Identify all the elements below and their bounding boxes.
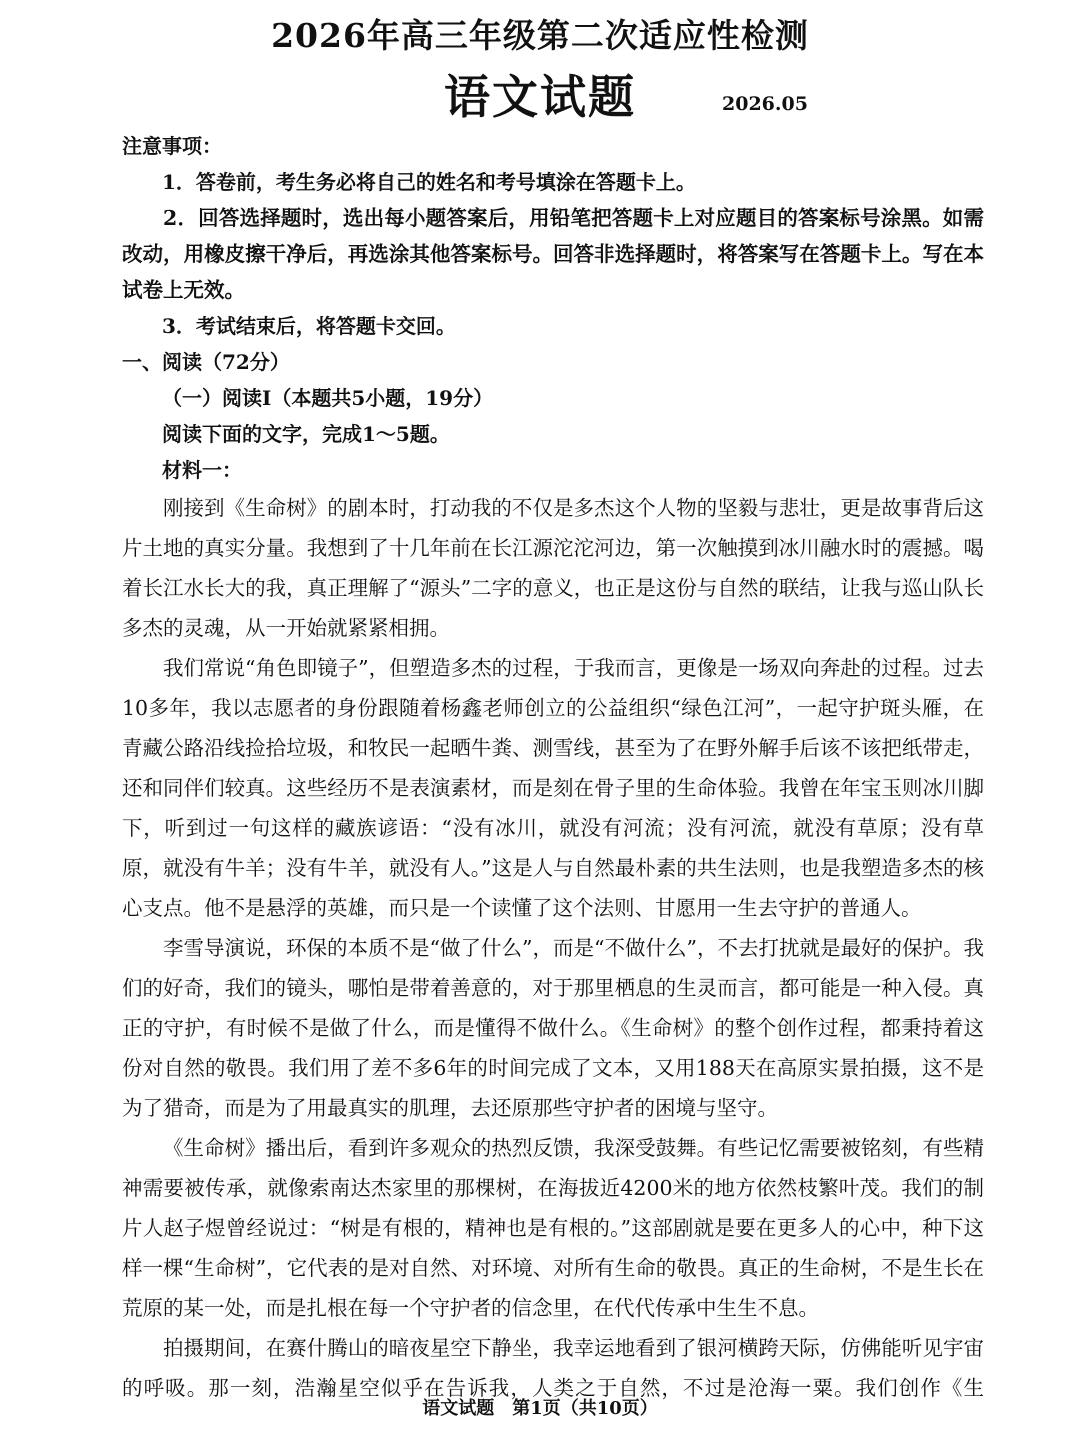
paragraph-2: 我们常说“角色即镜子”，但塑造多杰的过程，于我而言，更像是一场双向奔赴的过程。过去10多年，我以志愿者的身份跟随着杨鑫老师创立的公益组织“绿色江河”，一起守护斑头雁，在青藏公路沿线捡拾垃圾，和牧民一起晒牛粪、测雪线，甚至为了在野外解手后该不该把纸带走，还和同伴们较真。这些经历不是表演素材，而是刻在骨子里的生命体验。我曾在年宝玉则冰川脚下，听到过一句这样的藏族谚语：“没有冰川，就没有河流；没有河流，就没有草原；没有草原，就没有牛羊；没有牛羊，就没有人。”这是人与自然最朴素的共生法则，也是我塑造多杰的核心支点。他不是悬浮的英雄，而只是一个读懂了这个法则、甘愿用一生去守护的普通人。 (122, 656, 984, 920)
subject-title: 语文试题 (444, 70, 636, 124)
paragraph-4: 《生命树》播出后，看到许多观众的热烈反馈，我深受鼓舞。有些记忆需要被铭刻，有些精神需要被传承，就像索南达杰家里的那棵树，在海拔近4200米的地方依然枝繁叶茂。我们的制片人赵子煜曾经说过：“树是有根的，精神也是有根的。”这部剧就是要在更多人的心中，种下这样一棵“生命树”，它代表的是对自然、对环境、对所有生命的敬畏。真正的生命树，不是生长在荒原的某一处，而是扎根在每一个守护者的信念里，在代代传承中生生不息。 (122, 1136, 984, 1320)
material-title: 材料一： (162, 458, 242, 482)
page-content (122, 128, 984, 1408)
exam-date: 2026.05 (722, 93, 808, 115)
paragraph-3: 李雪导演说，环保的本质不是“做了什么”，而是“不做什么”，不去打扰就是最好的保护。我们的好奇，我们的镜头，哪怕是带着善意的，对于那里栖息的生灵而言，都可能是一种入侵。真正的守护，有时候不是做了什么，而是懂得不做什么。《生命树》的整个创作过程，都秉持着这份对自然的敬畏。我们用了差不多6年的时间完成了文本，又用188天在高原实景拍摄，这不是为了猎奇，而是为了用最真实的肌理，去还原那些守护者的困境与坚守。 (122, 936, 984, 1120)
subtitle-row (0, 68, 1080, 128)
sub-section-heading: （一）阅读Ⅰ（本题共5小题，19分） (162, 386, 494, 410)
section-heading: 一、阅读（72分） (122, 350, 290, 374)
notice-heading: 注意事项： (122, 134, 222, 158)
reading-instruction: 阅读下面的文字，完成1～5题。 (162, 422, 450, 446)
page-footer: 语文试题 第1页（共10页） (422, 1398, 658, 1419)
notice-item-3: 3．考试结束后，将答题卡交回。 (162, 314, 456, 338)
exam-title: 2026年高三年级第二次适应性检测 (271, 16, 809, 55)
notice-item-2: 2．回答选择题时，选出每小题答案后，用铅笔把答题卡上对应题目的答案标号涂黑。如需改动，用橡皮擦干净后，再选涂其他答案标号。回答非选择题时，将答案写在答题卡上。写在本试卷上无效。 (122, 206, 984, 302)
paragraph-1: 刚接到《生命树》的剧本时，打动我的不仅是多杰这个人物的坚毅与悲壮，更是故事背后这片土地的真实分量。我想到了十几年前在长江源沱沱河边，第一次触摸到冰川融水时的震撼。喝着长江水长大的我，真正理解了“源头”二字的意义，也正是这份与自然的联结，让我与巡山队长多杰的灵魂，从一开始就紧紧相拥。 (122, 496, 984, 640)
notice-item-1: 1．答卷前，考生务必将自己的姓名和考号填涂在答题卡上。 (162, 170, 696, 194)
paragraph-5: 拍摄期间，在赛什腾山的暗夜星空下静坐，我幸运地看到了银河横跨天际，仿佛能听见宇宙的呼吸。那一刻，浩瀚星空似乎在告诉我，人类之于自然，不过是沧海一粟。我们创作《生 (122, 1336, 984, 1400)
